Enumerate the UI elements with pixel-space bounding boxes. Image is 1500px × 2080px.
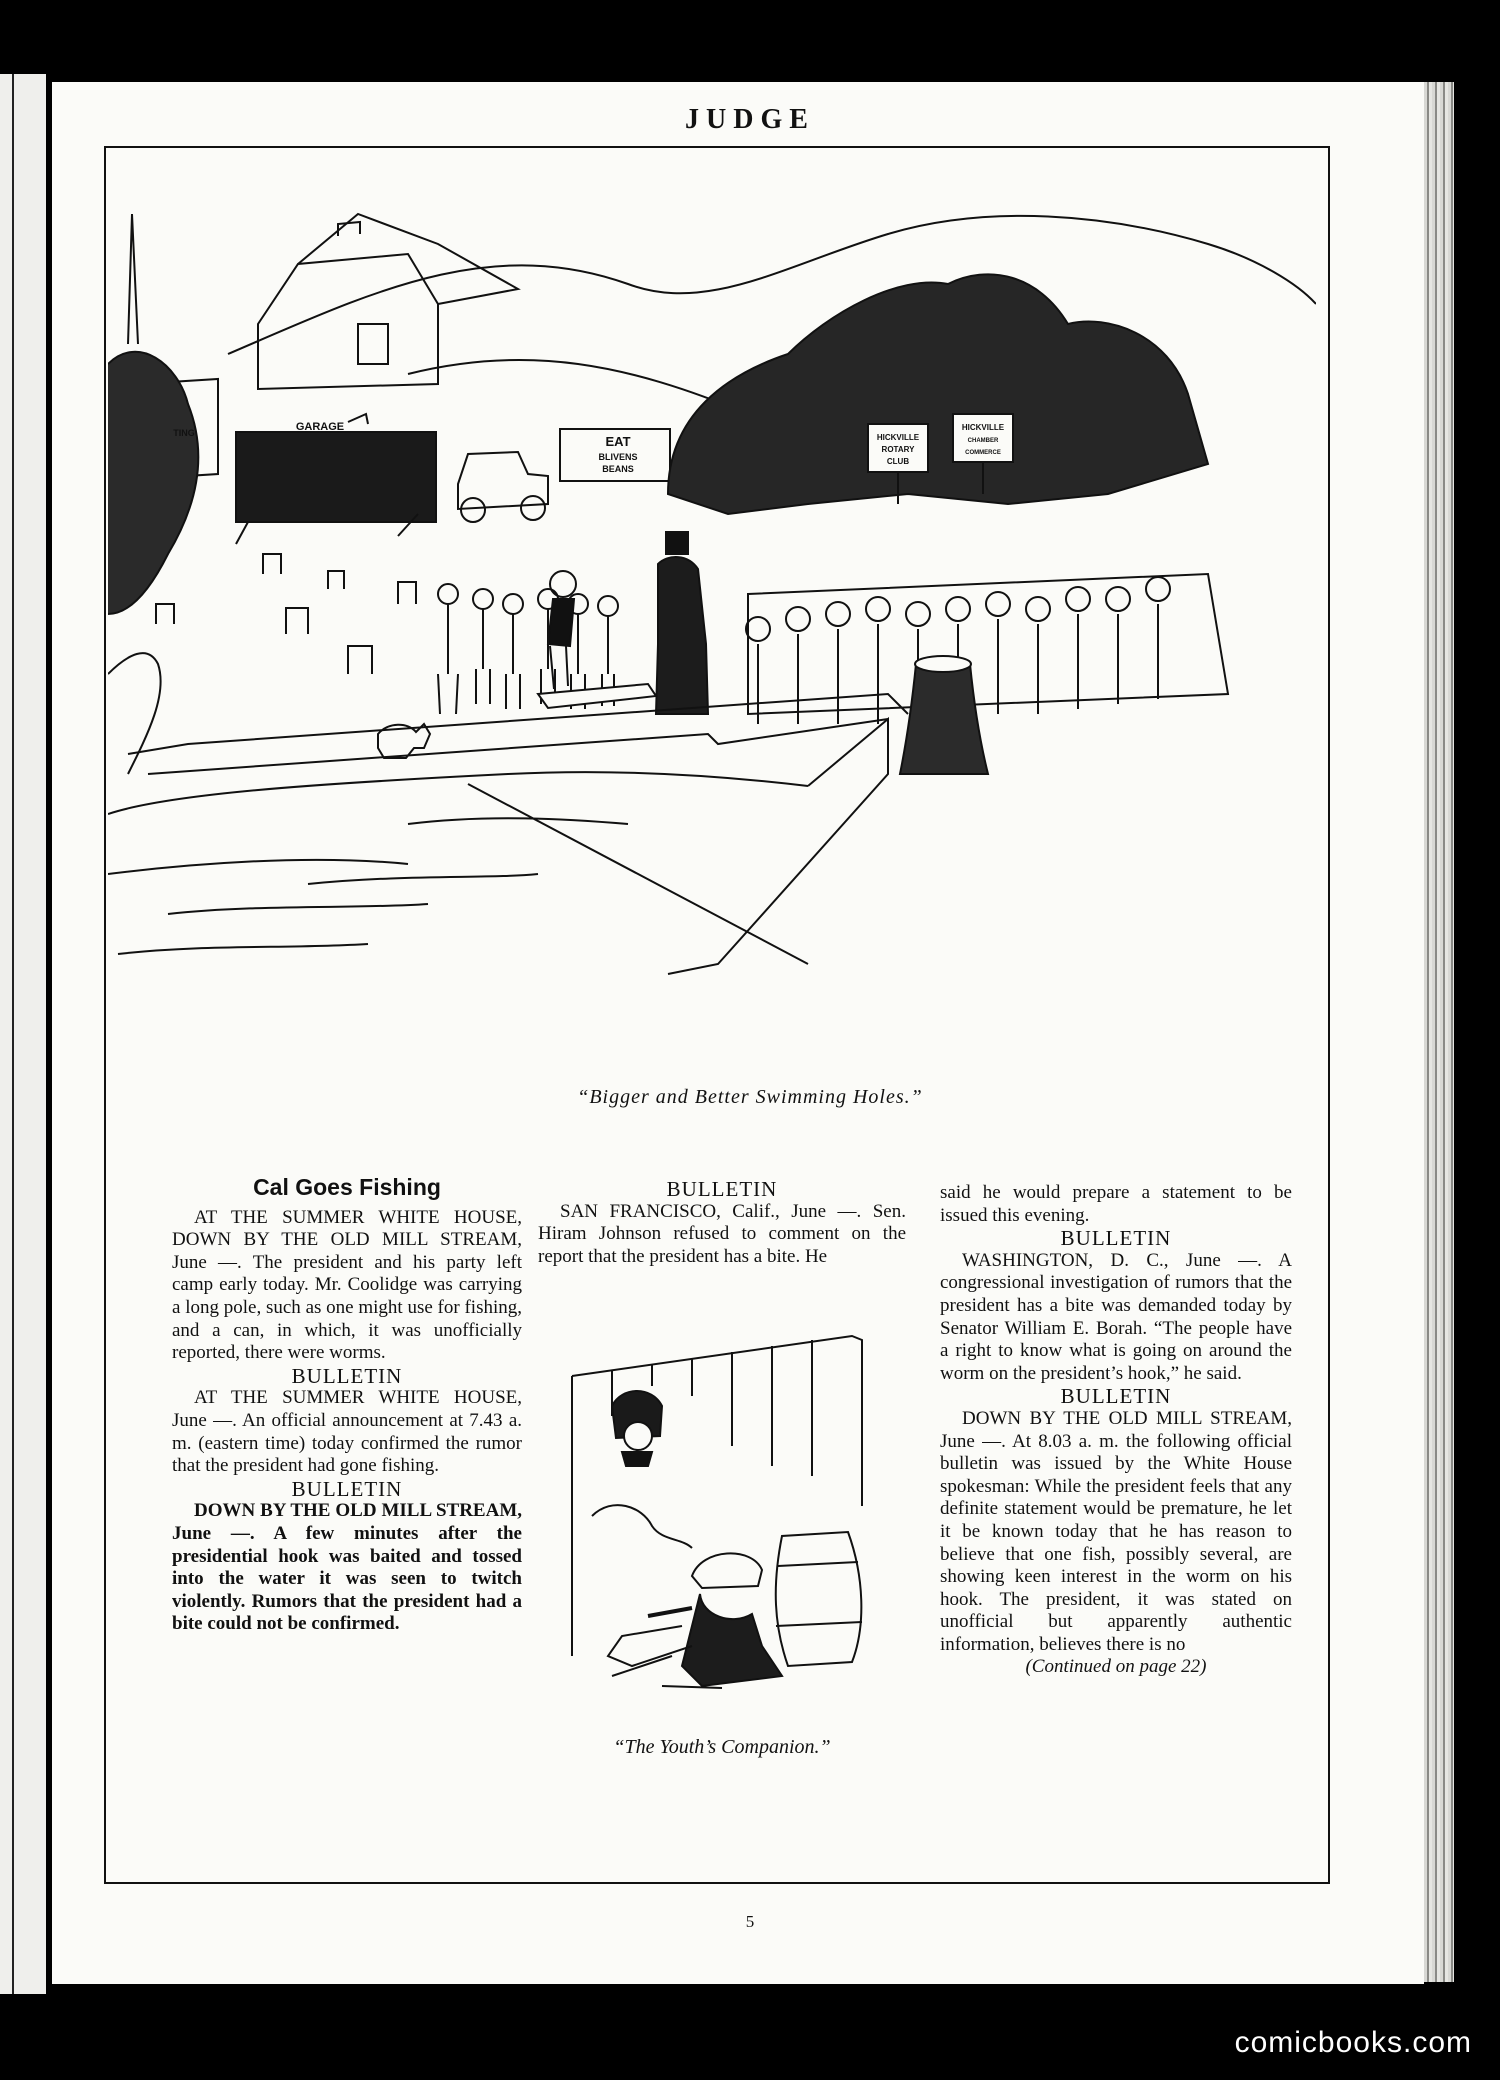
watermark: comicbooks.com [1234, 2026, 1472, 2059]
chamber-sign-line2: CHAMBER [967, 438, 999, 444]
eat-sign-line1: EAT [605, 434, 631, 449]
article-title: Cal Goes Fishing [253, 1174, 441, 1200]
eat-sign-line2: BLIVENS [598, 452, 638, 462]
bulletin-heading: BULLETIN [291, 1363, 403, 1388]
left-page-edge [0, 74, 46, 1994]
top-cartoon-illustration [108, 174, 1316, 1046]
garage-sign-text: GARAGE [295, 421, 345, 433]
paragraph: WASHINGTON, D. C., June —. A congressional investigation of rumors that the president has a bite was demanded today by Senator William E. Borah. “The people have a right to know what is going on around the worm on the president’s hook,” he said. [940, 1249, 1292, 1384]
article-column-2 [538, 1178, 906, 1268]
paragraph: DOWN BY THE OLD MILL STREAM, June —. At 8.03 a. m. the following official bulletin was issued by the White House spokesman: While the president feels that any definite statement would be premature, he let it be known today that he has reason to believe that one fish, possibly several, are showing keen interest in the worm on his hook. The president, it was stated on unofficial but apparently authentic information, believes there is no [940, 1407, 1292, 1655]
rotary-sign-line3: CLUB [886, 457, 910, 466]
chamber-sign-line1: HICKVILLE [961, 423, 1005, 432]
bulletin-heading: BULLETIN [1060, 1226, 1172, 1251]
mid-cartoon-caption: “The Youth’s Companion.” [613, 1736, 831, 1758]
paragraph: AT THE SUMMER WHITE HOUSE, DOWN BY THE OLD MILL STREAM, June —. The president and his party left camp early today. Mr. Coolidge was carrying a long pole, such as one might use for fishing, and a can, in which, it was unofficially reported, there were worms. [172, 1206, 522, 1364]
page-number: 5 [745, 1912, 755, 1931]
rotary-sign-line2: ROTARY [881, 445, 915, 454]
bulletin-heading: BULLETIN [291, 1476, 403, 1501]
chamber-sign-line3: COMMERCE [965, 450, 1001, 456]
article-column-1 [172, 1176, 522, 1636]
bulletin-heading: BULLETIN [1060, 1384, 1172, 1409]
page-stack-edge [1424, 82, 1454, 1982]
paragraph: DOWN BY THE OLD MILL STREAM, June —. A few minutes after the presidential hook was baited and tossed into the water it was seen to twitch violently. Rumors that the president had a bite could not be confirmed. [172, 1500, 522, 1635]
shop-sign-text: TING [173, 428, 195, 438]
paragraph: SAN FRANCISCO, Calif., June —. Sen. Hiram Johnson refused to comment on the report that the president has a bite. He [538, 1200, 906, 1267]
bulletin-heading: BULLETIN [666, 1177, 778, 1201]
youths-companion-cartoon [552, 1326, 902, 1720]
rotary-sign-line1: HICKVILLE [876, 433, 920, 442]
eat-sign-line3: BEANS [602, 464, 634, 474]
top-cartoon-caption: “Bigger and Better Swimming Holes.” [577, 1086, 923, 1108]
paragraph: said he would prepare a statement to be issued this evening. [940, 1182, 1292, 1226]
article-column-3 [940, 1182, 1292, 1679]
magazine-header: JUDGE [685, 104, 815, 135]
continued-note: (Continued on page 22) [1025, 1656, 1207, 1678]
paragraph: AT THE SUMMER WHITE HOUSE, June —. An official announcement at 7.43 a. m. (eastern time) today confirmed the rumor that the president had gone fishing. [172, 1387, 522, 1477]
